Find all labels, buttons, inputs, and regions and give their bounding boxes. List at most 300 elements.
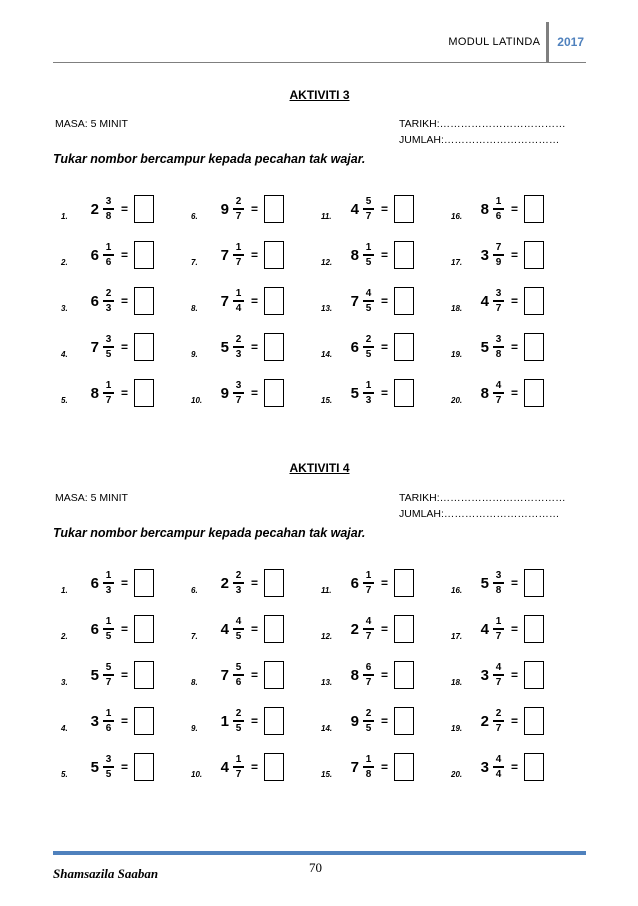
exercise-item	[61, 652, 191, 698]
answer-box[interactable]	[264, 333, 284, 361]
denominator: 5	[365, 256, 372, 268]
denominator: 7	[235, 256, 242, 268]
numerator: 2	[495, 708, 502, 720]
whole-number: 8	[480, 384, 489, 402]
denominator: 7	[495, 302, 502, 314]
item-number: 3.	[61, 677, 68, 687]
jumlah-field[interactable]: JUMLAH:……………………………	[399, 508, 560, 520]
denominator: 7	[495, 722, 502, 734]
fraction-bar	[103, 392, 114, 394]
denominator: 5	[365, 302, 372, 314]
exercise-item	[61, 560, 191, 606]
numerator: 7	[495, 242, 502, 254]
answer-box[interactable]	[524, 661, 544, 689]
fraction	[493, 662, 504, 688]
fraction-bar	[493, 392, 504, 394]
tarikh-field[interactable]: TARIKH:………………………………	[399, 118, 566, 130]
exercise-item	[451, 232, 581, 278]
fraction	[363, 242, 374, 268]
numerator: 2	[105, 288, 112, 300]
whole-number: 5	[480, 574, 489, 592]
denominator: 6	[105, 722, 112, 734]
fraction-bar	[493, 674, 504, 676]
whole-number: 8	[90, 384, 99, 402]
exercise-item	[191, 744, 321, 790]
item-number: 9.	[191, 349, 198, 359]
numerator: 2	[365, 334, 372, 346]
answer-box[interactable]	[134, 287, 154, 315]
numerator: 1	[365, 380, 372, 392]
answer-box[interactable]	[134, 753, 154, 781]
whole-number: 4	[220, 620, 229, 638]
exercise-item	[191, 698, 321, 744]
answer-box[interactable]	[524, 333, 544, 361]
denominator: 5	[235, 630, 242, 642]
denominator: 8	[495, 348, 502, 360]
item-number: 13.	[321, 303, 333, 313]
fraction-bar	[493, 208, 504, 210]
whole-number: 4	[480, 620, 489, 638]
answer-box[interactable]	[524, 379, 544, 407]
fraction	[103, 242, 114, 268]
answer-box[interactable]	[524, 707, 544, 735]
answer-box[interactable]	[264, 753, 284, 781]
fraction-bar	[103, 300, 114, 302]
fraction-bar	[233, 300, 244, 302]
fraction	[493, 196, 504, 222]
numerator: 2	[235, 570, 242, 582]
equals-sign: =	[251, 714, 259, 728]
answer-box[interactable]	[394, 569, 414, 597]
answer-box[interactable]	[264, 615, 284, 643]
numerator: 3	[235, 380, 242, 392]
answer-box[interactable]	[394, 661, 414, 689]
whole-number: 6	[90, 292, 99, 310]
denominator: 5	[105, 348, 112, 360]
whole-number: 3	[480, 246, 489, 264]
fraction-bar	[233, 582, 244, 584]
equals-sign: =	[251, 576, 259, 590]
answer-box[interactable]	[394, 707, 414, 735]
instruction: Tukar nombor bercampur kepada pecahan tak wajar.	[53, 152, 366, 166]
equals-sign: =	[381, 340, 389, 354]
fraction	[493, 708, 504, 734]
page-header	[448, 22, 584, 62]
answer-box[interactable]	[134, 333, 154, 361]
item-number: 15.	[321, 769, 333, 779]
item-number: 12.	[321, 631, 333, 641]
whole-number: 7	[220, 666, 229, 684]
answer-box[interactable]	[134, 569, 154, 597]
equals-sign: =	[511, 576, 519, 590]
answer-box[interactable]	[394, 241, 414, 269]
item-number: 15.	[321, 395, 333, 405]
whole-number: 5	[90, 758, 99, 776]
exercise-item	[451, 370, 581, 416]
fraction	[363, 380, 374, 406]
fraction	[233, 196, 244, 222]
equals-sign: =	[511, 340, 519, 354]
item-number: 5.	[61, 395, 68, 405]
numerator: 1	[105, 380, 112, 392]
numerator: 6	[365, 662, 372, 674]
instruction: Tukar nombor bercampur kepada pecahan tak wajar.	[53, 526, 366, 540]
answer-box[interactable]	[394, 379, 414, 407]
fraction	[103, 754, 114, 780]
item-number: 2.	[61, 257, 68, 267]
item-number: 5.	[61, 769, 68, 779]
whole-number: 7	[220, 246, 229, 264]
exercise-grid-aktiviti-4	[61, 560, 581, 790]
exercise-item	[61, 324, 191, 370]
answer-box[interactable]	[524, 615, 544, 643]
numerator: 5	[235, 662, 242, 674]
numerator: 1	[495, 196, 502, 208]
item-number: 3.	[61, 303, 68, 313]
exercise-item	[61, 744, 191, 790]
denominator: 7	[365, 630, 372, 642]
page-number: 70	[309, 860, 322, 875]
answer-box[interactable]	[134, 195, 154, 223]
equals-sign: =	[381, 248, 389, 262]
section-aktiviti-3	[53, 88, 586, 166]
item-number: 19.	[451, 349, 463, 359]
item-number: 14.	[321, 723, 333, 733]
item-number: 4.	[61, 723, 68, 733]
answer-box[interactable]	[264, 569, 284, 597]
denominator: 6	[105, 256, 112, 268]
item-number: 1.	[61, 585, 68, 595]
equals-sign: =	[121, 714, 129, 728]
fraction	[103, 570, 114, 596]
exercise-item	[321, 232, 451, 278]
equals-sign: =	[511, 622, 519, 636]
exercise-item	[191, 324, 321, 370]
fraction	[233, 334, 244, 360]
item-number: 14.	[321, 349, 333, 359]
item-number: 18.	[451, 677, 463, 687]
answer-box[interactable]	[394, 753, 414, 781]
answer-box[interactable]	[264, 195, 284, 223]
denominator: 6	[235, 676, 242, 688]
exercise-item	[451, 744, 581, 790]
module-year: 2017	[557, 35, 584, 49]
answer-box[interactable]	[264, 287, 284, 315]
equals-sign: =	[511, 714, 519, 728]
whole-number: 7	[350, 758, 359, 776]
numerator: 1	[235, 242, 242, 254]
fraction	[363, 754, 374, 780]
answer-box[interactable]	[264, 707, 284, 735]
fraction	[233, 242, 244, 268]
fraction-bar	[363, 346, 374, 348]
numerator: 1	[105, 570, 112, 582]
item-number: 6.	[191, 585, 198, 595]
exercise-item	[61, 278, 191, 324]
fraction	[103, 288, 114, 314]
item-number: 10.	[191, 769, 203, 779]
answer-box[interactable]	[524, 287, 544, 315]
equals-sign: =	[121, 294, 129, 308]
section-meta	[53, 492, 586, 524]
answer-box[interactable]	[524, 241, 544, 269]
equals-sign: =	[121, 760, 129, 774]
answer-box[interactable]	[134, 707, 154, 735]
answer-box[interactable]	[524, 753, 544, 781]
exercise-item	[321, 744, 451, 790]
numerator: 3	[105, 334, 112, 346]
fraction	[233, 662, 244, 688]
exercise-item	[191, 278, 321, 324]
equals-sign: =	[251, 202, 259, 216]
whole-number: 4	[220, 758, 229, 776]
exercise-item	[321, 606, 451, 652]
answer-box[interactable]	[134, 241, 154, 269]
numerator: 4	[365, 616, 372, 628]
fraction	[493, 754, 504, 780]
whole-number: 8	[480, 200, 489, 218]
answer-box[interactable]	[264, 661, 284, 689]
fraction	[233, 380, 244, 406]
fraction-bar	[103, 720, 114, 722]
masa-label: MASA: 5 MINIT	[55, 118, 128, 130]
exercise-item	[451, 606, 581, 652]
equals-sign: =	[121, 622, 129, 636]
equals-sign: =	[511, 760, 519, 774]
whole-number: 8	[350, 666, 359, 684]
whole-number: 7	[350, 292, 359, 310]
footer-rule	[53, 851, 586, 855]
denominator: 7	[365, 584, 372, 596]
exercise-item	[321, 278, 451, 324]
exercise-item	[61, 606, 191, 652]
section-meta	[53, 118, 586, 150]
masa-label: MASA: 5 MINIT	[55, 492, 128, 504]
section-title: AKTIVITI 4	[289, 461, 350, 475]
answer-box[interactable]	[524, 195, 544, 223]
numerator: 1	[365, 754, 372, 766]
denominator: 7	[235, 394, 242, 406]
exercise-item	[321, 652, 451, 698]
whole-number: 2	[220, 574, 229, 592]
fraction-bar	[233, 766, 244, 768]
numerator: 1	[365, 570, 372, 582]
equals-sign: =	[511, 294, 519, 308]
denominator: 4	[495, 768, 502, 780]
numerator: 1	[105, 708, 112, 720]
item-number: 7.	[191, 257, 198, 267]
fraction-bar	[233, 628, 244, 630]
denominator: 3	[235, 348, 242, 360]
numerator: 1	[235, 288, 242, 300]
exercise-item	[191, 652, 321, 698]
equals-sign: =	[511, 386, 519, 400]
denominator: 3	[105, 584, 112, 596]
whole-number: 7	[90, 338, 99, 356]
numerator: 4	[495, 380, 502, 392]
exercise-item	[451, 560, 581, 606]
answer-box[interactable]	[524, 569, 544, 597]
fraction-bar	[363, 392, 374, 394]
answer-box[interactable]	[264, 241, 284, 269]
fraction	[233, 708, 244, 734]
fraction	[233, 570, 244, 596]
equals-sign: =	[251, 760, 259, 774]
fraction	[103, 380, 114, 406]
fraction	[493, 242, 504, 268]
fraction-bar	[493, 582, 504, 584]
exercise-item	[321, 560, 451, 606]
fraction	[363, 196, 374, 222]
whole-number: 6	[90, 574, 99, 592]
whole-number: 7	[220, 292, 229, 310]
fraction-bar	[103, 346, 114, 348]
header-divider	[546, 22, 549, 62]
answer-box[interactable]	[394, 287, 414, 315]
module-title: MODUL LATINDA	[448, 36, 541, 48]
fraction	[103, 334, 114, 360]
denominator: 5	[235, 722, 242, 734]
item-number: 8.	[191, 303, 198, 313]
whole-number: 9	[350, 712, 359, 730]
fraction-bar	[493, 254, 504, 256]
whole-number: 2	[480, 712, 489, 730]
fraction	[363, 288, 374, 314]
item-number: 2.	[61, 631, 68, 641]
denominator: 7	[105, 394, 112, 406]
whole-number: 2	[350, 620, 359, 638]
fraction-bar	[233, 208, 244, 210]
item-number: 20.	[451, 395, 463, 405]
denominator: 8	[365, 768, 372, 780]
exercise-item	[451, 698, 581, 744]
item-number: 6.	[191, 211, 198, 221]
item-number: 19.	[451, 723, 463, 733]
fraction-bar	[103, 766, 114, 768]
fraction	[363, 334, 374, 360]
equals-sign: =	[121, 248, 129, 262]
equals-sign: =	[381, 386, 389, 400]
fraction	[103, 708, 114, 734]
numerator: 4	[495, 662, 502, 674]
equals-sign: =	[251, 294, 259, 308]
fraction-bar	[493, 720, 504, 722]
denominator: 7	[235, 210, 242, 222]
fraction	[103, 196, 114, 222]
answer-box[interactable]	[394, 615, 414, 643]
item-number: 20.	[451, 769, 463, 779]
exercise-item	[451, 278, 581, 324]
denominator: 3	[235, 584, 242, 596]
item-number: 13.	[321, 677, 333, 687]
numerator: 4	[365, 288, 372, 300]
fraction	[103, 662, 114, 688]
denominator: 5	[105, 630, 112, 642]
numerator: 1	[105, 242, 112, 254]
denominator: 6	[495, 210, 502, 222]
footer-author: Shamsazila Saaban	[53, 866, 159, 881]
fraction-bar	[103, 254, 114, 256]
fraction-bar	[103, 582, 114, 584]
fraction	[493, 570, 504, 596]
numerator: 3	[495, 288, 502, 300]
whole-number: 5	[90, 666, 99, 684]
denominator: 8	[105, 210, 112, 222]
numerator: 3	[495, 334, 502, 346]
answer-box[interactable]	[134, 615, 154, 643]
denominator: 7	[365, 210, 372, 222]
numerator: 5	[365, 196, 372, 208]
denominator: 7	[495, 394, 502, 406]
equals-sign: =	[251, 386, 259, 400]
equals-sign: =	[251, 668, 259, 682]
equals-sign: =	[251, 248, 259, 262]
exercise-item	[321, 186, 451, 232]
whole-number: 9	[220, 384, 229, 402]
whole-number: 3	[480, 758, 489, 776]
exercise-item	[61, 370, 191, 416]
header-rule	[53, 62, 586, 63]
equals-sign: =	[381, 760, 389, 774]
equals-sign: =	[121, 668, 129, 682]
answer-box[interactable]	[394, 195, 414, 223]
item-number: 11.	[321, 585, 332, 595]
equals-sign: =	[251, 622, 259, 636]
whole-number: 5	[480, 338, 489, 356]
fraction-bar	[233, 720, 244, 722]
fraction-bar	[363, 766, 374, 768]
numerator: 2	[235, 334, 242, 346]
equals-sign: =	[511, 202, 519, 216]
fraction-bar	[363, 720, 374, 722]
fraction-bar	[233, 674, 244, 676]
equals-sign: =	[511, 668, 519, 682]
exercise-item	[191, 606, 321, 652]
answer-box[interactable]	[394, 333, 414, 361]
denominator: 3	[365, 394, 372, 406]
fraction-bar	[493, 766, 504, 768]
exercise-item	[321, 698, 451, 744]
item-number: 18.	[451, 303, 463, 313]
denominator: 7	[495, 676, 502, 688]
answer-box[interactable]	[134, 379, 154, 407]
numerator: 2	[365, 708, 372, 720]
fraction-bar	[103, 208, 114, 210]
whole-number: 3	[480, 666, 489, 684]
denominator: 9	[495, 256, 502, 268]
equals-sign: =	[381, 576, 389, 590]
fraction	[363, 616, 374, 642]
whole-number: 6	[350, 338, 359, 356]
exercise-item	[321, 370, 451, 416]
item-number: 7.	[191, 631, 198, 641]
exercise-item	[61, 186, 191, 232]
denominator: 7	[105, 676, 112, 688]
numerator: 5	[105, 662, 112, 674]
equals-sign: =	[381, 622, 389, 636]
exercise-item	[191, 560, 321, 606]
tarikh-field[interactable]: TARIKH:………………………………	[399, 492, 566, 504]
answer-box[interactable]	[264, 379, 284, 407]
equals-sign: =	[121, 340, 129, 354]
item-number: 1.	[61, 211, 68, 221]
whole-number: 9	[220, 200, 229, 218]
numerator: 1	[235, 754, 242, 766]
answer-box[interactable]	[134, 661, 154, 689]
jumlah-field[interactable]: JUMLAH:……………………………	[399, 134, 560, 146]
denominator: 5	[365, 348, 372, 360]
item-number: 9.	[191, 723, 198, 733]
